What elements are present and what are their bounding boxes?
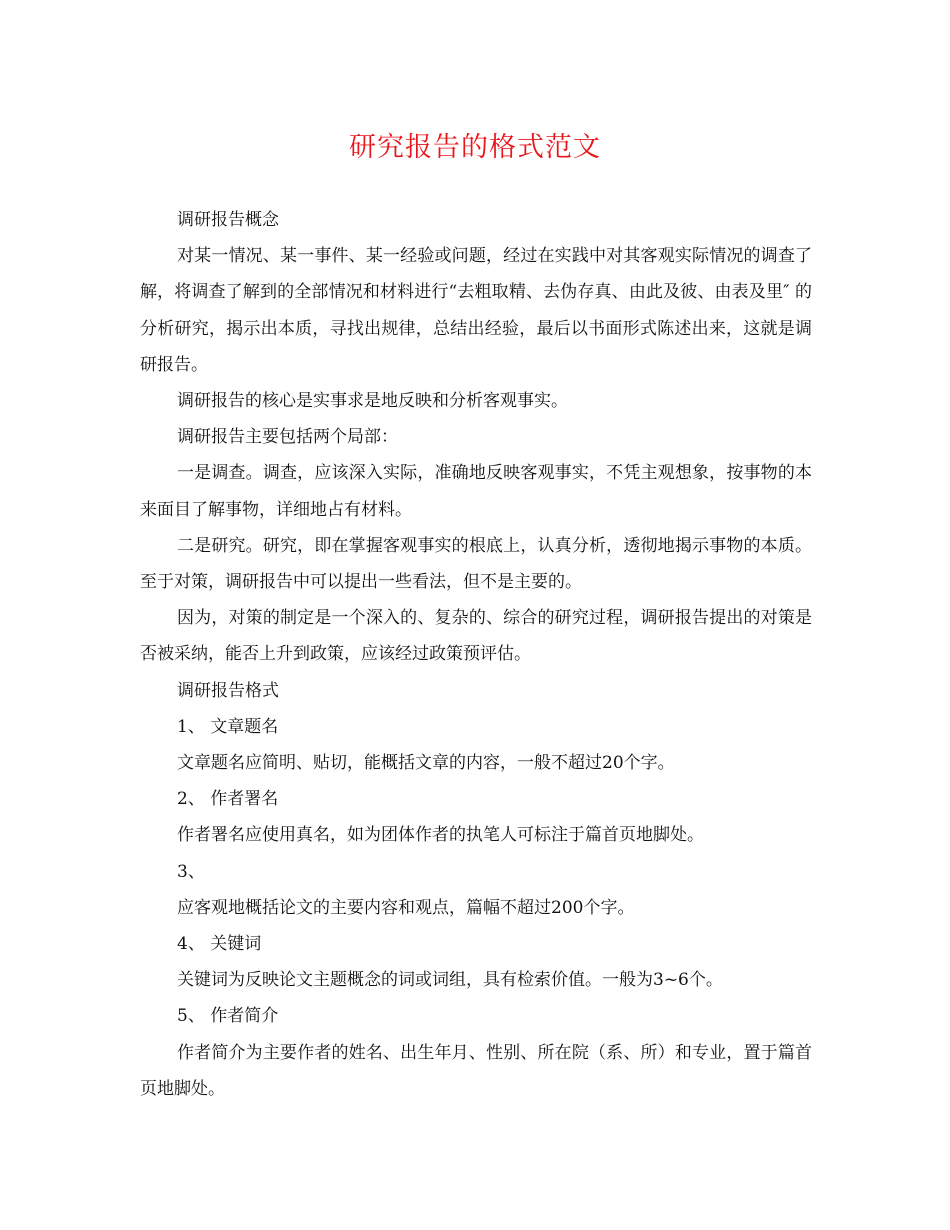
numbered-heading: 3、 <box>177 861 205 882</box>
paragraph: 一是调查。调查，应该深入实际，准确地反映客观事实，不凭主观想象，按事物的本来面目了解事物，详细地占有材料。 <box>140 463 812 520</box>
paragraph: 因为，对策的制定是一个深入的、复杂的、综合的研究过程，调研报告提出的对策是否被采纳，能否上升到政策，应该经过政策预评估。 <box>140 608 812 665</box>
paragraph: 作者署名应使用真名，如为团体作者的执笔人可标注于篇首页地脚处。 <box>177 825 704 846</box>
paragraph: 对某一情况、某一事件、某一经验或问题，经过在实践中对其客观实际情况的调查了解，将调查了解到的全部情况和材料进行“去粗取精、去伪存真、由此及彼、由表及里″ 的分析研究，揭示出本质，寻找出规律，总结出经验，最后以书面形式陈述出来，这就是调研报告。 <box>140 246 812 375</box>
document-body <box>140 202 812 1107</box>
paragraph: 文章题名应简明、贴切，能概括文章的内容，一般不超过20个字。 <box>177 753 675 774</box>
paragraph: 应客观地概括论文的主要内容和观点，篇幅不超过200个字。 <box>177 897 635 918</box>
section-heading: 调研报告格式 <box>177 680 279 701</box>
numbered-heading: 5、 作者简介 <box>177 1006 279 1027</box>
paragraph: 调研报告主要包括两个局部： <box>177 427 398 448</box>
paragraph: 调研报告概念 <box>177 210 279 230</box>
document-title: 研究报告的格式范文 <box>349 132 601 163</box>
paragraph: 作者简介为主要作者的姓名、出生年月、性别、所在院（系、所）和专业，置于篇首页地脚处。 <box>140 1042 812 1099</box>
numbered-heading: 2、 作者署名 <box>177 789 279 810</box>
numbered-heading: 1、 文章题名 <box>177 716 279 737</box>
numbered-heading: 4、 关键词 <box>177 934 262 955</box>
paragraph: 关键词为反映论文主题概念的词或词组，具有检索价值。一般为3~6个。 <box>177 970 723 991</box>
paragraph: 调研报告的核心是实事求是地反映和分析客观事实。 <box>177 391 568 412</box>
paragraph: 二是研究。研究，即在掌握客观事实的根底上，认真分析，透彻地揭示事物的本质。至于对策，调研报告中可以提出一些看法，但不是主要的。 <box>140 535 812 593</box>
